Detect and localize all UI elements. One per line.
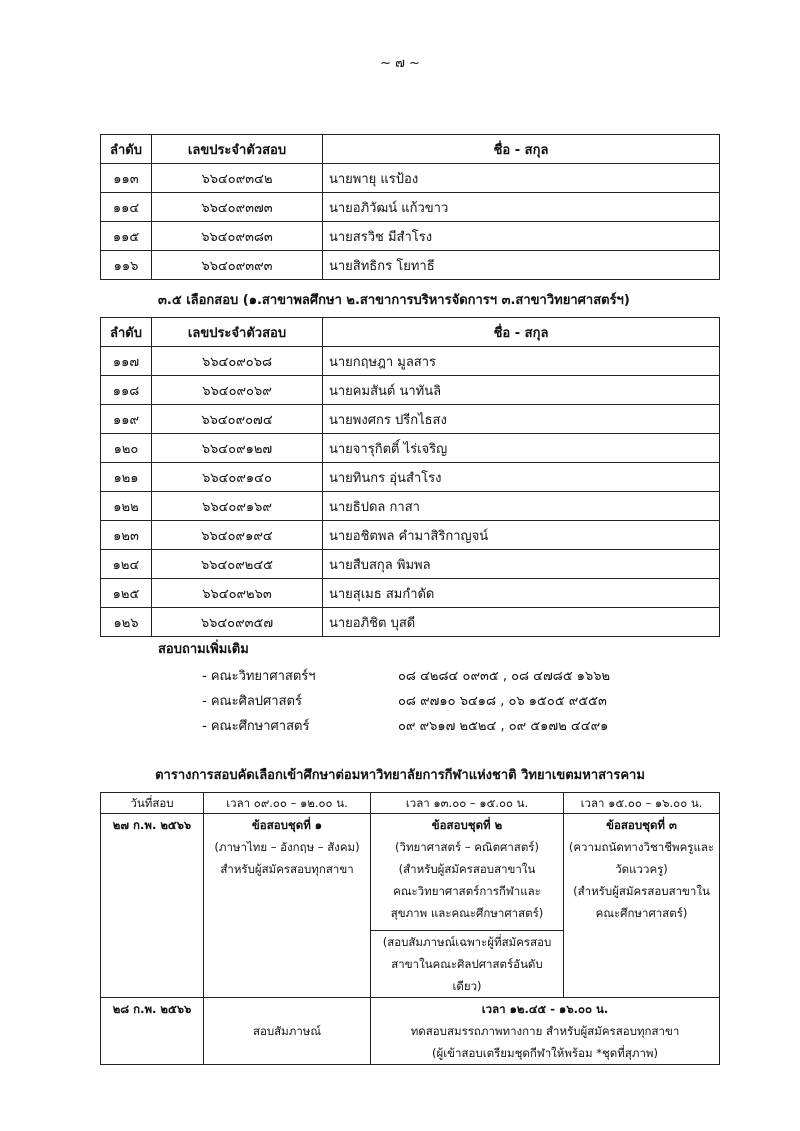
cell-exam-id: ๖๖๔๐๙๓๕๗ [152, 608, 323, 637]
header-exam-id: เลขประจำตัวสอบ [152, 135, 323, 164]
section-title: ๓.๕ เลือกสอบ (๑.สาขาพลศึกษา ๒.สาขาการบริหารจัดการฯ ๓.สาขาวิทยาศาสตร์ฯ) [158, 293, 630, 308]
exam-set-2-subjects: (วิทยาศาสตร์ – คณิตศาสตร์) [395, 840, 539, 854]
table-header-row [101, 318, 720, 347]
table-row [101, 376, 720, 405]
table-row [101, 222, 720, 251]
exam-set-1-note: สำหรับผู้สมัครสอบทุกสาขา [220, 862, 354, 876]
cell-name: นายธิปดล กาสา [323, 492, 720, 521]
cell-exam-id: ๖๖๔๐๙๓๔๒ [152, 164, 323, 193]
cell-name: นายอภิวัฒน์ แก้วขาว [323, 193, 720, 222]
exam-set-3-subjects-1: (ความถนัดทางวิชาชีพครูและ [568, 840, 715, 854]
cell-name: นายอภิชิต บุสดี [323, 608, 720, 637]
table-row [101, 608, 720, 637]
cell-exam-id: ๖๖๔๐๙๑๔๐ [152, 463, 323, 492]
cell-order: ๑๑๕ [101, 222, 152, 251]
contact-phone-education: ๐๙ ๙๖๑๗ ๒๕๒๔ , ๐๙ ๕๑๗๒ ๔๔๙๑ [398, 719, 609, 734]
table-row [101, 405, 720, 434]
cell-exam-id: ๖๖๔๐๙๒๖๓ [152, 579, 323, 608]
cell-exam-id: ๖๖๔๐๙๓๗๓ [152, 193, 323, 222]
cell-name: นายสืบสกุล พิมพล [323, 550, 720, 579]
contact-faculty-science: - คณะวิทยาศาสตร์ฯ [202, 669, 316, 684]
contact-phone-liberal-arts: ๐๘ ๙๗๑๐ ๖๔๑๘ , ๐๖ ๑๕๐๕ ๙๕๕๓ [398, 694, 607, 709]
fitness-test-desc: ทดสอบสมรรถภาพทางกาย สำหรับผู้สมัครสอบทุกสาขา [410, 1024, 680, 1038]
cell-exam-id: ๖๖๔๐๙๑๒๗ [152, 434, 323, 463]
table-row [101, 550, 720, 579]
candidate-table-1 [100, 134, 720, 280]
exam-set-3-subjects-2: วัดแววครู) [615, 862, 668, 876]
cell-exam-id: ๖๖๔๐๙๐๖๙ [152, 376, 323, 405]
cell-order: ๑๑๖ [101, 251, 152, 280]
table-row [101, 463, 720, 492]
contact-phone-science: ๐๘ ๔๒๘๔ ๐๙๓๕ , ๐๘ ๔๗๘๕ ๑๖๖๒ [398, 669, 611, 684]
interview-note-1: (สอบสัมภาษณ์เฉพาะผู้ที่สมัครสอบ [382, 935, 552, 949]
cell-name: นายพงศกร ปรีกไธสง [323, 405, 720, 434]
cell-exam-id: ๖๖๔๐๙๓๙๓ [152, 251, 323, 280]
cell-name: นายจารุกิตติ์ ไร่เจริญ [323, 434, 720, 463]
interview-note-2: สาขาในคณะศิลปศาสตร์อันดับ [391, 957, 543, 971]
fitness-test-time: เวลา ๑๒.๔๕ - ๑๖.๐๐ น. [481, 1002, 609, 1016]
exam-schedule-table [100, 792, 720, 1065]
contact-heading: สอบถามเพิ่มเติม [158, 642, 249, 657]
exam-set-2-note-3: สุขภาพ และคณะศึกษาศาสตร์) [390, 906, 544, 920]
cell-order: ๑๒๒ [101, 492, 152, 521]
cell-order: ๑๒๓ [101, 521, 152, 550]
exam-set-2-note-1: (สำหรับผู้สมัครสอบสาขาใน [398, 862, 536, 876]
exam-set-1-title: ข้อสอบชุดที่ ๑ [251, 818, 323, 832]
exam-date: ๒๗ ก.พ. ๒๕๖๖ [112, 818, 192, 832]
header-afternoon-slot: เวลา ๑๓.๐๐ – ๑๕.๐๐ น. [371, 793, 564, 814]
exam-set-2-note-2: คณะวิทยาศาสตร์การกีฬาและ [393, 884, 541, 898]
table-row [101, 347, 720, 376]
cell-exam-id: ๖๖๔๐๙๐๗๔ [152, 405, 323, 434]
fitness-test-note: (ผู้เข้าสอบเตรียมชุดกีฬาให้พร้อม *ชุดที่สุภาพ) [432, 1046, 658, 1060]
cell-name: นายสรวิช มีสำโรง [323, 222, 720, 251]
contact-faculty-liberal-arts: - คณะศิลปศาสตร์ [202, 694, 302, 709]
header-name: ชื่อ - สกุล [323, 135, 720, 164]
header-exam-date: วันที่สอบ [101, 793, 204, 814]
exam-date: ๒๘ ก.พ. ๒๕๖๖ [112, 1002, 192, 1016]
header-exam-id: เลขประจำตัวสอบ [152, 318, 323, 347]
candidate-table-2 [100, 317, 720, 637]
table-row [101, 164, 720, 193]
table-row [101, 492, 720, 521]
interview-label: สอบสัมภาษณ์ [252, 1024, 322, 1038]
schedule-row-day1 [101, 814, 720, 998]
schedule-header-row [101, 793, 720, 814]
cell-order: ๑๒๔ [101, 550, 152, 579]
cell-name: นายคมสันต์ นาทันลิ [323, 376, 720, 405]
header-order: ลำดับ [101, 318, 152, 347]
cell-order: ๑๑๘ [101, 376, 152, 405]
exam-set-2-title: ข้อสอบชุดที่ ๒ [431, 818, 503, 832]
cell-order: ๑๑๗ [101, 347, 152, 376]
cell-exam-id: ๖๖๔๐๙๑๖๙ [152, 492, 323, 521]
exam-set-3-title: ข้อสอบชุดที่ ๓ [606, 818, 677, 832]
exam-set-3-note-2: คณะศึกษาศาสตร์) [595, 906, 688, 920]
cell-exam-id: ๖๖๔๐๙๑๙๔ [152, 521, 323, 550]
schedule-row-day2 [101, 998, 720, 1065]
cell-order: ๑๒๕ [101, 579, 152, 608]
cell-exam-id: ๖๖๔๐๙๒๔๕ [152, 550, 323, 579]
cell-order: ๑๒๑ [101, 463, 152, 492]
cell-exam-id: ๖๖๔๐๙๐๖๘ [152, 347, 323, 376]
cell-name: นายกฤษฎา มูลสาร [323, 347, 720, 376]
table-row [101, 193, 720, 222]
page-number: ~ ๗ ~ [380, 56, 420, 71]
schedule-title: ตารางการสอบคัดเลือกเข้าศึกษาต่อมหาวิทยาลัยการกีฬาแห่งชาติ วิทยาเขตมหาสารคาม [155, 768, 645, 783]
header-order: ลำดับ [101, 135, 152, 164]
header-late-afternoon-slot: เวลา ๑๕.๐๐ – ๑๖.๐๐ น. [564, 793, 720, 814]
cell-order: ๑๒๖ [101, 608, 152, 637]
interview-note-3: เดียว) [452, 979, 482, 993]
table-row [101, 579, 720, 608]
header-morning-slot: เวลา ๐๙.๐๐ – ๑๒.๐๐ น. [204, 793, 371, 814]
interview-note-box [371, 930, 563, 997]
exam-set-3-note-1: (สำหรับผู้สมัครสอบสาขาใน [573, 884, 710, 898]
cell-exam-id: ๖๖๔๐๙๓๘๓ [152, 222, 323, 251]
contact-faculty-education: - คณะศึกษาศาสตร์ [202, 719, 310, 734]
table-row [101, 251, 720, 280]
table-header-row [101, 135, 720, 164]
cell-name: นายสุเมธ สมกำดัด [323, 579, 720, 608]
cell-order: ๑๒๐ [101, 434, 152, 463]
exam-set-1-subjects: (ภาษาไทย – อังกฤษ – สังคม) [214, 840, 360, 854]
cell-order: ๑๑๙ [101, 405, 152, 434]
table-row [101, 521, 720, 550]
cell-name: นายพายุ แรป้อง [323, 164, 720, 193]
cell-name: นายสิทธิกร โยทาธี [323, 251, 720, 280]
table-row [101, 434, 720, 463]
header-name: ชื่อ - สกุล [323, 318, 720, 347]
cell-order: ๑๑๔ [101, 193, 152, 222]
cell-name: นายอชิตพล คำมาสิริกาญจน์ [323, 521, 720, 550]
cell-name: นายทินกร อุ่นสำโรง [323, 463, 720, 492]
cell-order: ๑๑๓ [101, 164, 152, 193]
